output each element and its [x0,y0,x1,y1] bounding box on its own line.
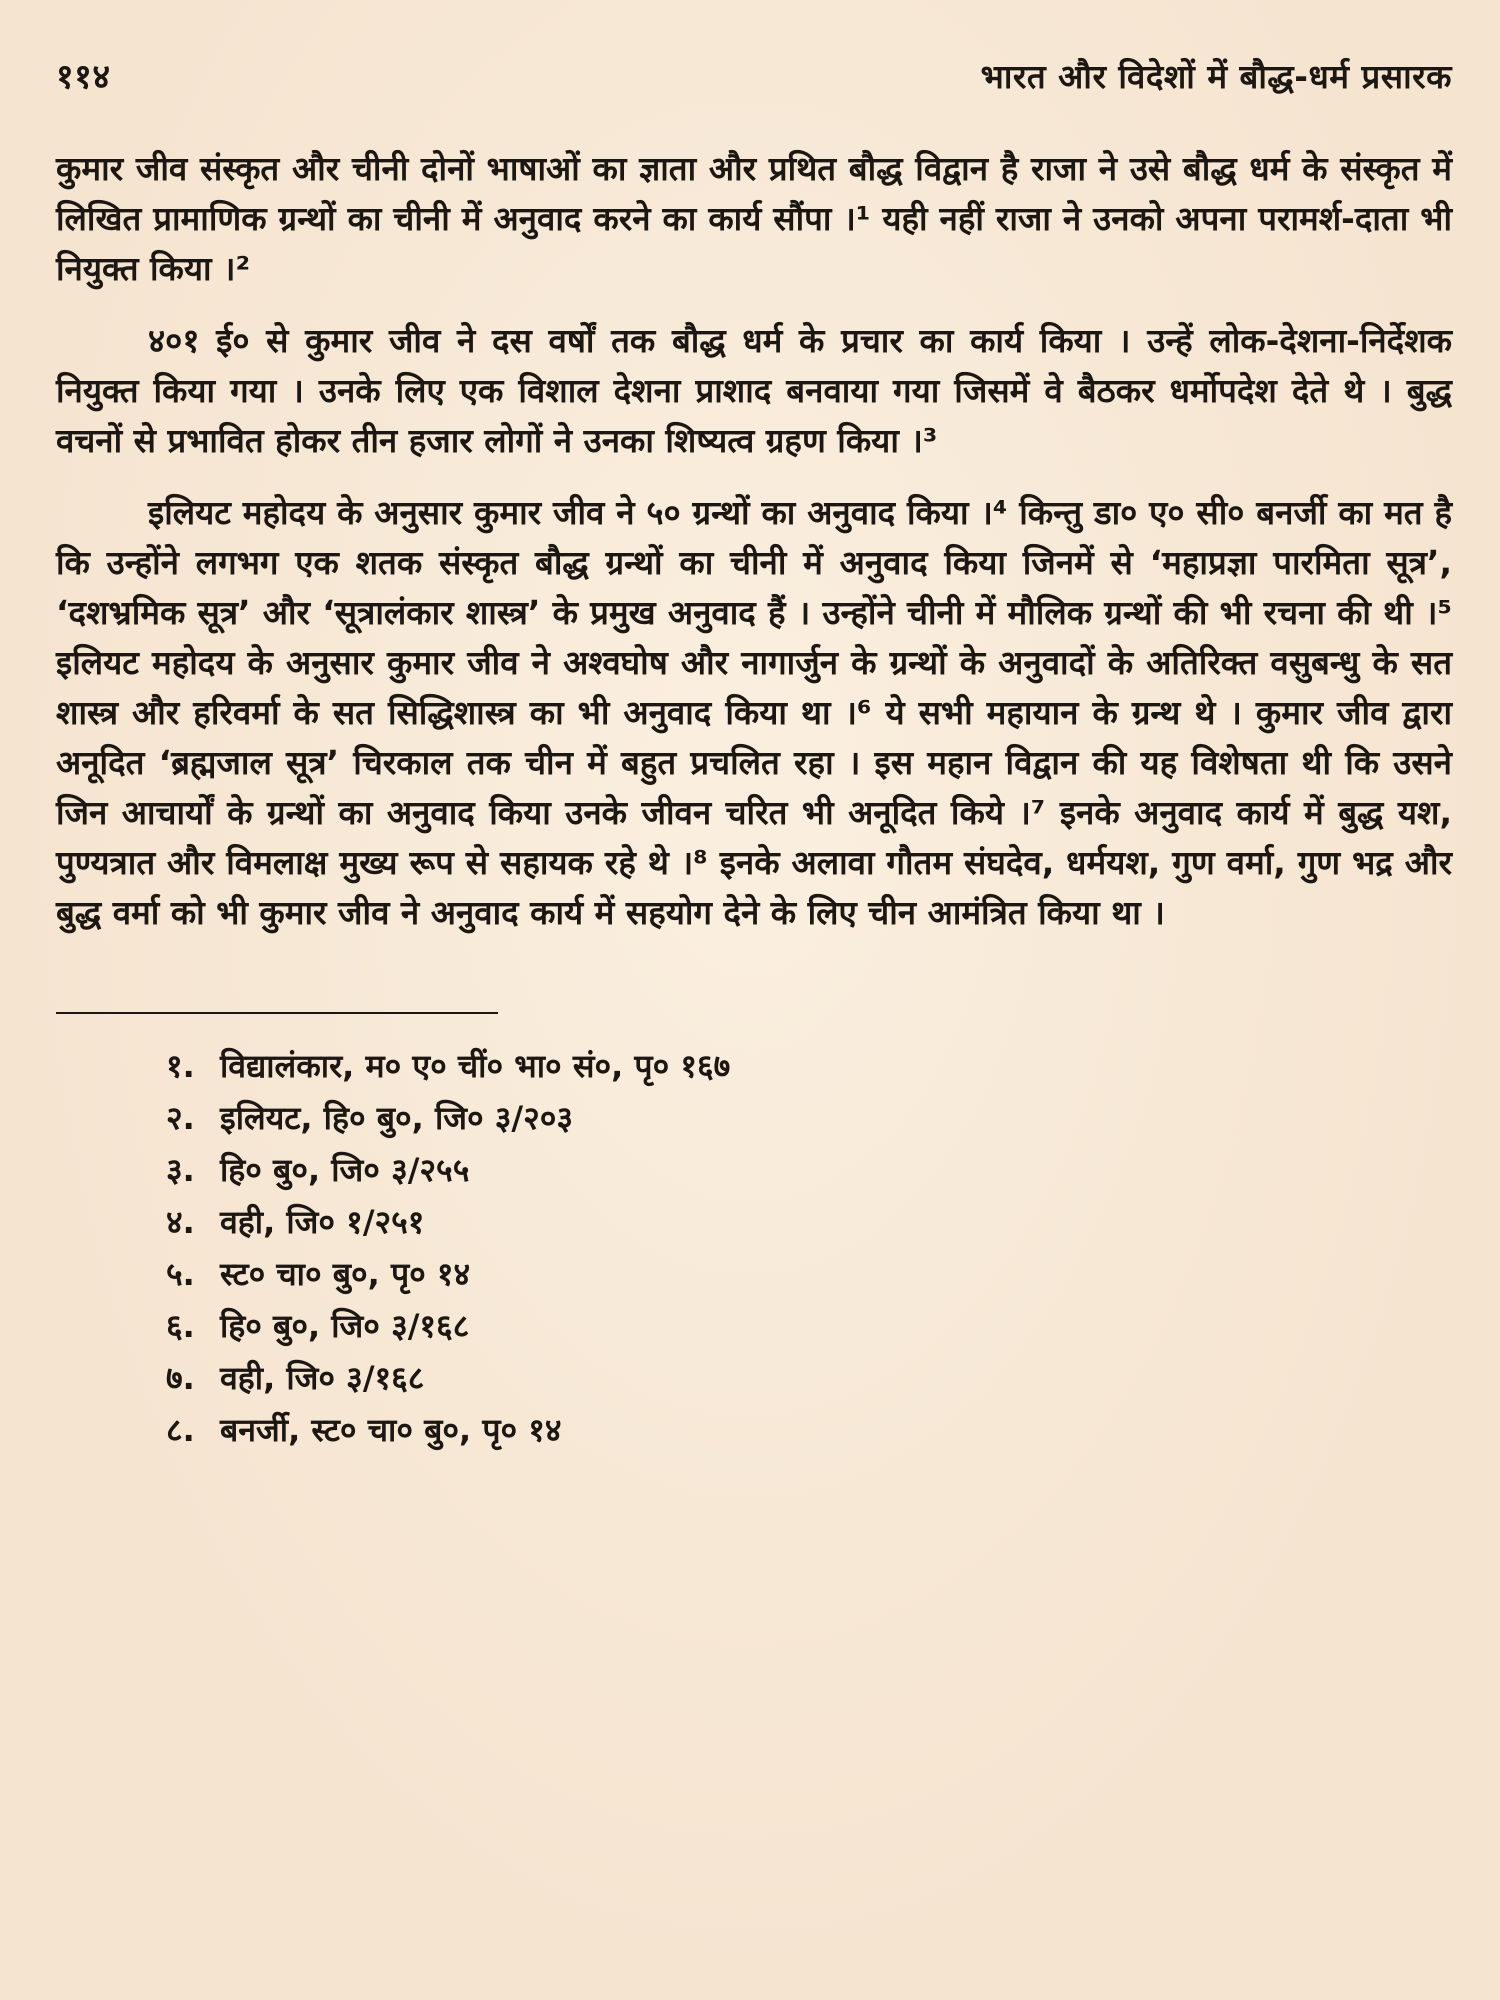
footnote-number: ७. [166,1359,195,1397]
footnote-number: ५. [166,1255,195,1293]
paragraph: इलियट महोदय के अनुसार कुमार जीव ने ५० ग्रन्थों का अनुवाद किया ।⁴ किन्तु डा० ए० सी० बनर्जी का मत है कि उन्होंने लगभग एक शतक संस्कृत बौद्ध ग्रन्थों का चीनी में अनुवाद किया जिनमें से ‘महाप्रज्ञा पारमिता सूत्र’, ‘दशभ्रमिक सूत्र’ और ‘सूत्रालंकार शास्त्र’ के प्रमुख अनुवाद हैं । उन्होंने चीनी में मौलिक ग्रन्थों की भी रचना की थी ।⁵ इलियट महोदय के अनुसार कुमार जीव ने अश्वघोष और नागार्जुन के ग्रन्थों के अनुवादों के अतिरिक्त वसुबन्धु के सत शास्त्र और हरिवर्मा के सत सिद्धिशास्त्र का भी अनुवाद किया था ।⁶ ये सभी महायान के ग्रन्थ थे । कुमार जीव द्वारा अनूदित ‘ब्रह्मजाल सूत्र’ चिरकाल तक चीन में बहुत प्रचलित रहा । इस महान विद्वान की यह विशेषता थी कि उसने जिन आचार्यों के ग्रन्थों का अनुवाद किया उनके जीवन चरित भी अनूदित किये ।⁷ इनके अनुवाद कार्य में बुद्ध यश, पुण्यत्रात और विमलाक्ष मुख्य रूप से सहायक रहे थे ।⁸ इनके अलावा गौतम संघदेव, धर्मयश, गुण वर्मा, गुण भद्र और बुद्ध वर्मा को भी कुमार जीव ने अनुवाद कार्य में सहयोग देने के लिए चीन आमंत्रित किया था । [56,493,1452,932]
footnotes-list [56,1040,1452,1456]
footnote-text: वही, जि० १/२५१ [220,1203,425,1241]
footnote-text: बनर्जी, स्ट० चा० बु०, पृ० १४ [220,1411,562,1449]
footnote-divider [56,1012,498,1014]
footnote-number: २. [166,1099,195,1137]
page-number: ११४ [56,57,111,97]
footnote-text: इलियट, हि० बु०, जि० ३/२०३ [220,1099,574,1137]
paragraph: ४०१ ई० से कुमार जीव ने दस वर्षों तक बौद्ध धर्म के प्रचार का कार्य किया । उन्हें लोक-देशना-निर्देशक नियुक्त किया गया । उनके लिए एक विशाल देशना प्राशाद बनवाया गया जिसमें वे बैठकर धर्मोपदेश देते थे । बुद्ध वचनों से प्रभावित होकर तीन हजार लोगों ने उनका शिष्यत्व ग्रहण किया ।³ [56,321,1452,460]
footnote-item [166,1248,1452,1300]
footnote-item [166,1404,1452,1456]
running-title: भारत और विदेशों में बौद्ध-धर्म प्रसारक [980,57,1452,96]
body-text [56,144,1452,938]
footnote-number: ३. [166,1151,195,1189]
footnote-item [166,1040,1452,1092]
footnote-number: १. [166,1047,195,1085]
footnote-number: ८. [166,1411,195,1449]
footnote-text: विद्यालंकार, म० ए० चीं० भा० सं०, पृ० १६७ [220,1047,731,1085]
footnote-item [166,1144,1452,1196]
footnote-item [166,1300,1452,1352]
footnote-item [166,1196,1452,1248]
footnote-item [166,1352,1452,1404]
footnote-text: स्ट० चा० बु०, पृ० १४ [220,1255,471,1293]
footnote-item [166,1092,1452,1144]
footnote-text: हि० बु०, जि० ३/२५५ [220,1151,470,1189]
footnote-number: ४. [166,1203,195,1241]
footnote-number: ६. [166,1307,195,1345]
paragraph: कुमार जीव संस्कृत और चीनी दोनों भाषाओं का ज्ञाता और प्रथित बौद्ध विद्वान है राजा ने उसे बौद्ध धर्म के संस्कृत में लिखित प्रामाणिक ग्रन्थों का चीनी में अनुवाद करने का कार्य सौंपा ।¹ यही नहीं राजा ने उनको अपना परामर्श-दाता भी नियुक्त किया ।² [56,149,1452,288]
footnote-text: वही, जि० ३/१६८ [220,1359,425,1397]
footnote-text: हि० बु०, जि० ३/१६८ [220,1307,470,1345]
running-header [56,52,1452,98]
